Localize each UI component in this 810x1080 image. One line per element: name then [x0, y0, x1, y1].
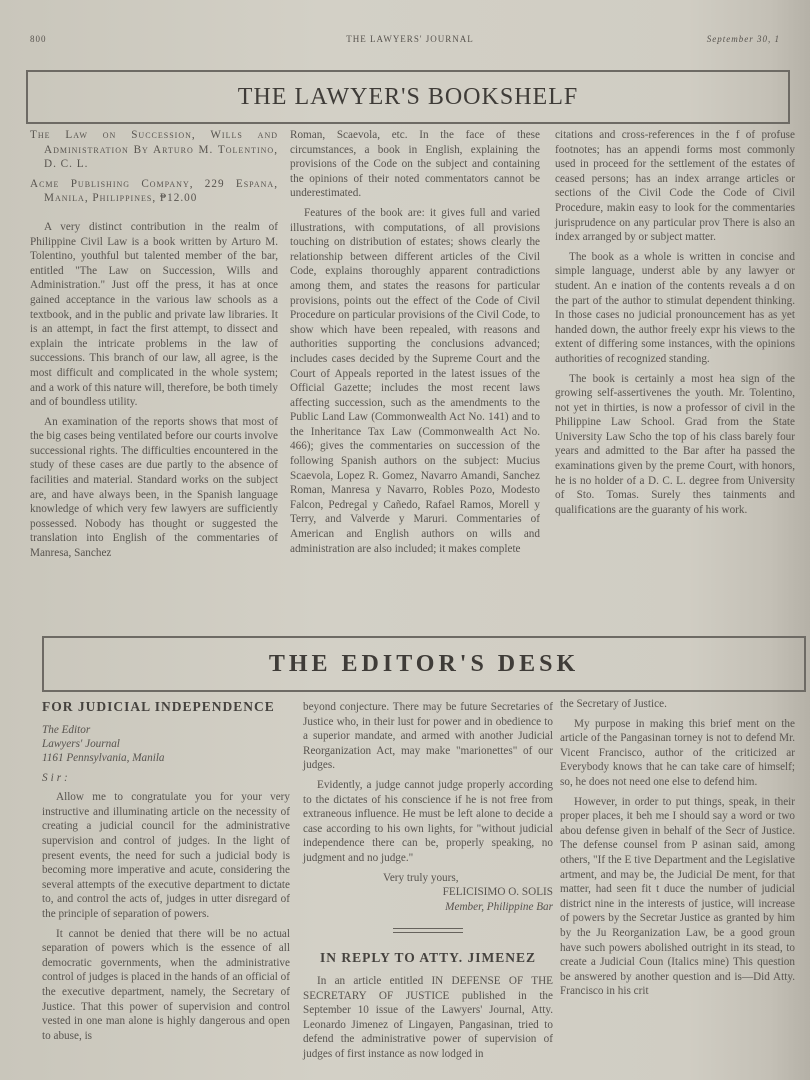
page-number: 800 [30, 34, 47, 44]
bookshelf-column-1 [30, 128, 278, 561]
bookshelf-column-2 [290, 128, 540, 556]
paragraph: the Secretary of Justice. [560, 698, 667, 710]
running-header [30, 34, 790, 50]
letter-column-1 [42, 700, 290, 1043]
book-citation-title: The Law on Succession, Wills and Administration By Arturo M. Tolentino, D. C. L. [30, 129, 278, 171]
address-line: 1161 Pennsylvania, Manila [42, 751, 165, 764]
paragraph: Features of the book are: it gives full and varied illustrations, with computations, of all provisions touching on distribution of estates; shows clearly the relationship between different articles of the Civil Code, explains thoroughly apparent contradictions among them, and states the reasons for particular provisions, points out the effect of the Code of Civil Procedure on particular provisions of the Civil Code, to show which have been repealed, with reasons and authorities supporting the conclusions advanced; includes cases decided by the Supreme Court and the Court of Appeals reported in the latest issues of the Official Gazette; includes the most recent laws affecting succession, such as the amendments to the Public Land Law (Commonwealth Act No. 141) and to the Inheritance Tax Law (Commonwealth Act No. 466); gives the commentaries on succession of the following Spanish authors on the subject: Mucius Scaevola, Lopez R. Gomez, Navarro Amandi, Sanchez Roman, Manresa y Navarro, Robles Pozo, Modesto Falcon, Pedregal y Cañedo, Rafael Ramos, Morell y Terry, and Valverde y Maruri. Commentaries of American and English authors on wills and administration are also included; it makes complete [290, 206, 540, 555]
bookshelf-column-3 [555, 128, 795, 517]
address-line: The Editor [42, 723, 91, 736]
paragraph: It cannot be denied that there will be no actual separation of powers which is the essence of all democratic governments, when the administrative control of judges is placed in the hands of an official of the executive department, namely, the Secretary of Justice. That this power of supervision and control vested in one man alone is highly dangerous and open to abuse, is [42, 927, 290, 1042]
paragraph: Allow me to congratulate you for your very instructive and illuminating article on the necessity of creating a judicial council for the administrative supervision and control of judges. In the light of present events, the need for such a judicial body is becoming more imperative and acute, considering the several attempts of the executive department to dictate to, and control the acts of, judges in utter disregard of the principle of separation of powers. [42, 791, 290, 920]
section-title-bookshelf: THE LAWYER'S BOOKSHELF [26, 70, 790, 124]
paragraph: The book is certainly a most hea sign of the growing self-assertivenes the youth. Mr. Tolentino, not yet in thirties, is now a professor of civil in the Philippine Law School. Grad from the State University Law Scho the top of his class barely four years and admitted to the Bar after ha passed the examinations given by the preme Court, with honors, he is no holder of a D. C. L. degree from University of Sto. Tomas. Surely thes tainments and qualifications are the guaranty of his work. [555, 372, 795, 516]
letter-address [42, 723, 290, 765]
salutation: Sir: [42, 771, 71, 784]
paragraph: My purpose in making this brief ment on the article of the Pangasinan torney is not to defend Mr. Vicent Francisco, author of the criticized ar Everybody knows that he can take care of himself; so, he does not need one else to defend him. [560, 717, 795, 788]
paragraph: The book as a whole is written in concise and simple language, underst able by any lawyer or student. An e ination of the contents reveals a d on the part of the author to stimulat dependent thinking. In those cases no judicial pronouncement has as yet handed down, the author freely expr his views to the extent of differing some instances, with the opinions authorities of recognized standing. [555, 250, 795, 365]
paragraph: citations and cross-references in the f of profuse footnotes; has an appendi forms most commonly used in proceed for the settlement of the estates of ceased persons; has an index arrange articles or sections of the Civil Code the Code of Civil Procedure, makin easy to look for the commentaries jurisprudence on any particular prov There is also an index arranged by or subject matter. [555, 129, 795, 244]
paragraph: Evidently, a judge cannot judge properly according to the dictates of his conscience if he is not free from extraneous influence. He must be left alone to decide a case according to his own lights, for "without judicial independence there can be, properly speaking, no judgment and no judge." [303, 778, 553, 864]
reply-heading: IN REPLY TO ATTY. JIMENEZ [320, 950, 536, 966]
paragraph: A very distinct contribution in the realm of Philippine Civil Law is a book written by Arturo M. Tolentino, youthful but talented member of the bar, entitled "The Law on Succession, Wills and Administration." Just off the press, it has at once gained acceptance in the various law schools as a textbook, and in the public and private law libraries. It is an attempt, in fact the first attempt, to dissect and explain the intricate problems in the law of successions. This branch of our law, all agree, is the most difficult and complicated in the whole system; and a work of this nature will, therefore, be both timely and of boundless utility. [30, 220, 278, 409]
book-citation-publisher: Acme Publishing Company, 229 Espana, Manila, Philippines, ₱12.00 [30, 177, 278, 205]
section-title-editors-desk: THE EDITOR'S DESK [42, 636, 806, 692]
paragraph: Roman, Scaevola, etc. In the face of these circumstances, a book in English, explaining the provisions of the Code on the subject and containing the opinions of their noted commentators cannot be underestimated. [290, 129, 540, 200]
letter-closing: Very truly yours, [383, 871, 459, 884]
journal-title: THE LAWYERS' JOURNAL [346, 34, 474, 44]
address-line: Lawyers' Journal [42, 737, 120, 750]
letter-signer-title: Member, Philippine Bar [445, 900, 553, 913]
letter-column-2 [303, 700, 553, 1061]
paragraph: However, in order to put things, speak, in their proper places, it beh me I should say a word or two abou defense given in behalf of the Secr of Justice. The defense counsel from P asinan said, among others, "If the E tive Department and the Legislative artment, and may be, the Judicial De ment, for that matter, had seen fit t duce the number of judicial district nine in the interests of justice, will increase of powers by the Secretar Justice as granted by him by the Ju Reorganization Law, be a good groun have such powers abolished outright in its stead, to create a Judicial Coun (Italics mine) This question be answered by another question and is—Did Atty. Francisco in his crit [560, 795, 795, 998]
reply-column-3 [560, 697, 795, 999]
paragraph: An examination of the reports shows that most of the big cases being ventilated before our courts involve successional rights. The difficulties encountered in the study of these cases are due partly to the absence of facilities and material. Standard works on the subject are, and have always been, in the Spanish language knowledge of which very few lawyers are sufficiently possessed. Nobody has thought or suggested the translation into English of the commentaries of Manresa, Sanchez [30, 415, 278, 560]
issue-date: September 30, 1 [706, 34, 780, 44]
paragraph: In an article entitled IN DEFENSE OF THE SECRETARY OF JUSTICE published in the September 10 issue of the Lawyers' Journal, Atty. Leonardo Jimenez of Lingayen, Pangasinan, tried to defend the administrative power of supervision of judges of first instance as now lodged in [303, 974, 553, 1060]
divider [393, 928, 463, 933]
letter-signer: FELICISIMO O. SOLIS [442, 886, 553, 899]
letter-heading: FOR JUDICIAL INDEPENDENCE [42, 699, 275, 714]
paragraph: beyond conjecture. There may be future Secretaries of Justice who, in their lust for power and in obedience to a superior mandate, and armed with another Judicial Reorganization Act, may make "marionettes" of our judges. [303, 701, 553, 772]
